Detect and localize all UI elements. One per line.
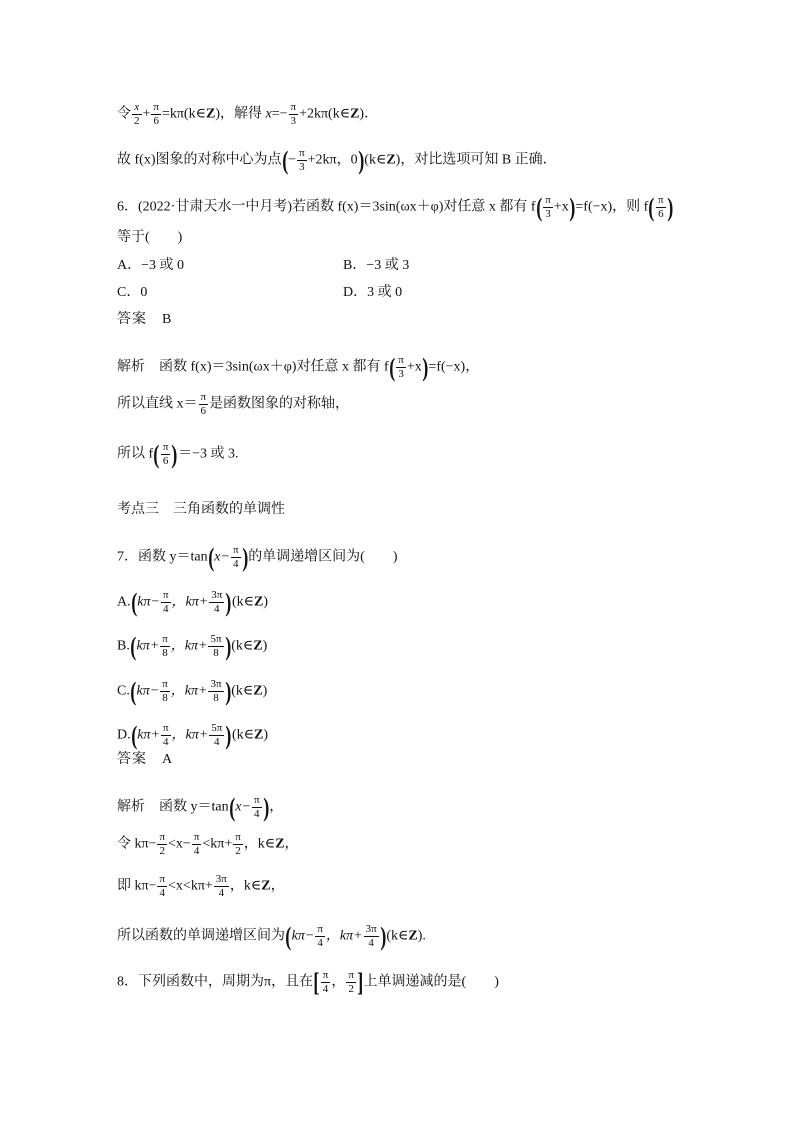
section-heading: 考点三 三角函数的单调性 xyxy=(117,502,285,517)
solution-q7-line-4: 所以函数的单调递增区间为(kπ− $\frac{\pi}{4}$ ，kπ+ $\frac{3\pi}{4}$ )(k∈Z). xyxy=(117,921,426,951)
option-a: A.(kπ− $\frac{\pi}{4}$ ，kπ+ $\frac{3\pi}{4}$ )(k∈Z) xyxy=(117,587,269,617)
question-6-line-2: 等于( ) xyxy=(117,230,183,245)
option-b: B.(kπ+ $\frac{\pi}{8}$ ，kπ+ $\frac{5\pi}{8}$ )(k∈Z) xyxy=(117,631,268,661)
fraction: $\frac{x}{2}$ xyxy=(134,101,140,127)
answer-q7: 答案 A xyxy=(117,752,174,767)
solution-q6-line-2: 所以直线 x＝ $\frac{\pi}{6}$ 是函数图象的对称轴， xyxy=(117,391,350,417)
question-6: 6．(2022·甘肃天水一中月考)若函数 f(x)＝3sin(ωx＋φ)对任意 x 都有 f( $\frac{\pi}{3}$ +x)=f(−x)，则 f( $\frac{\pi}{6}$ ) xyxy=(117,192,673,222)
option-a: A．−3 或 0 xyxy=(117,258,185,273)
fraction: $\frac{\pi}{6}$ xyxy=(153,101,159,127)
solution-line-1: 令 $\frac{x}{2}$ + $\frac{\pi}{6}$ =kπ(k∈Z)，解得 x=− $\frac{\pi}{3}$ +2kπ(k∈Z)． xyxy=(117,101,379,127)
fraction: $\frac{\pi}{3}$ xyxy=(290,101,297,127)
option-d: D.(kπ+ $\frac{\pi}{4}$ ，kπ+ $\frac{5\pi}{4}$ )(k∈Z) xyxy=(117,720,269,750)
option-d: D．3 或 0 xyxy=(343,285,403,300)
question-7: 7．函数 y＝tan(x− $\frac{\pi}{4}$ )的单调递增区间为( ) xyxy=(117,542,398,572)
solution-q6-line-1: 解析 函数 f(x)＝3sin(ωx＋φ)对任意 x 都有 f( $\frac{\pi}{3}$ +x)=f(−x)， xyxy=(117,352,480,382)
option-b: B．−3 或 3 xyxy=(343,258,410,273)
answer-q6: 答案 B xyxy=(117,312,173,327)
text: 令 xyxy=(117,106,131,122)
solution-q7-line-2: 令 kπ− $\frac{\pi}{2}$ <x− $\frac{\pi}{4}$ <kπ+ $\frac{\pi}{2}$ ，k∈Z， xyxy=(117,831,299,857)
option-c: C．0 xyxy=(117,285,148,300)
option-c: C.(kπ− $\frac{\pi}{8}$ ，kπ+ $\frac{3\pi}{8}$ )(k∈Z) xyxy=(117,676,268,706)
solution-q7-line-1: 解析 函数 y＝tan(x− $\frac{\pi}{4}$ )， xyxy=(117,792,284,822)
solution-q7-line-3: 即 kπ− $\frac{\pi}{4}$ <x<kπ+ $\frac{3\pi}{4}$ ，k∈Z， xyxy=(117,873,285,899)
question-8: 8．下列函数中，周期为π，且在[ $\frac{\pi}{4}$ ， $\frac{\pi}{2}$ ]上单调递减的是( ) xyxy=(117,967,499,997)
solution-q6-line-3: 所以 f( $\frac{\pi}{6}$ )＝−3 或 3. xyxy=(117,439,239,469)
solution-line-2: 故 f(x)图象的对称中心为点(− $\frac{\pi}{3}$ +2kπ，0)(k∈Z)，对比选项可知 B 正确． xyxy=(117,145,557,175)
